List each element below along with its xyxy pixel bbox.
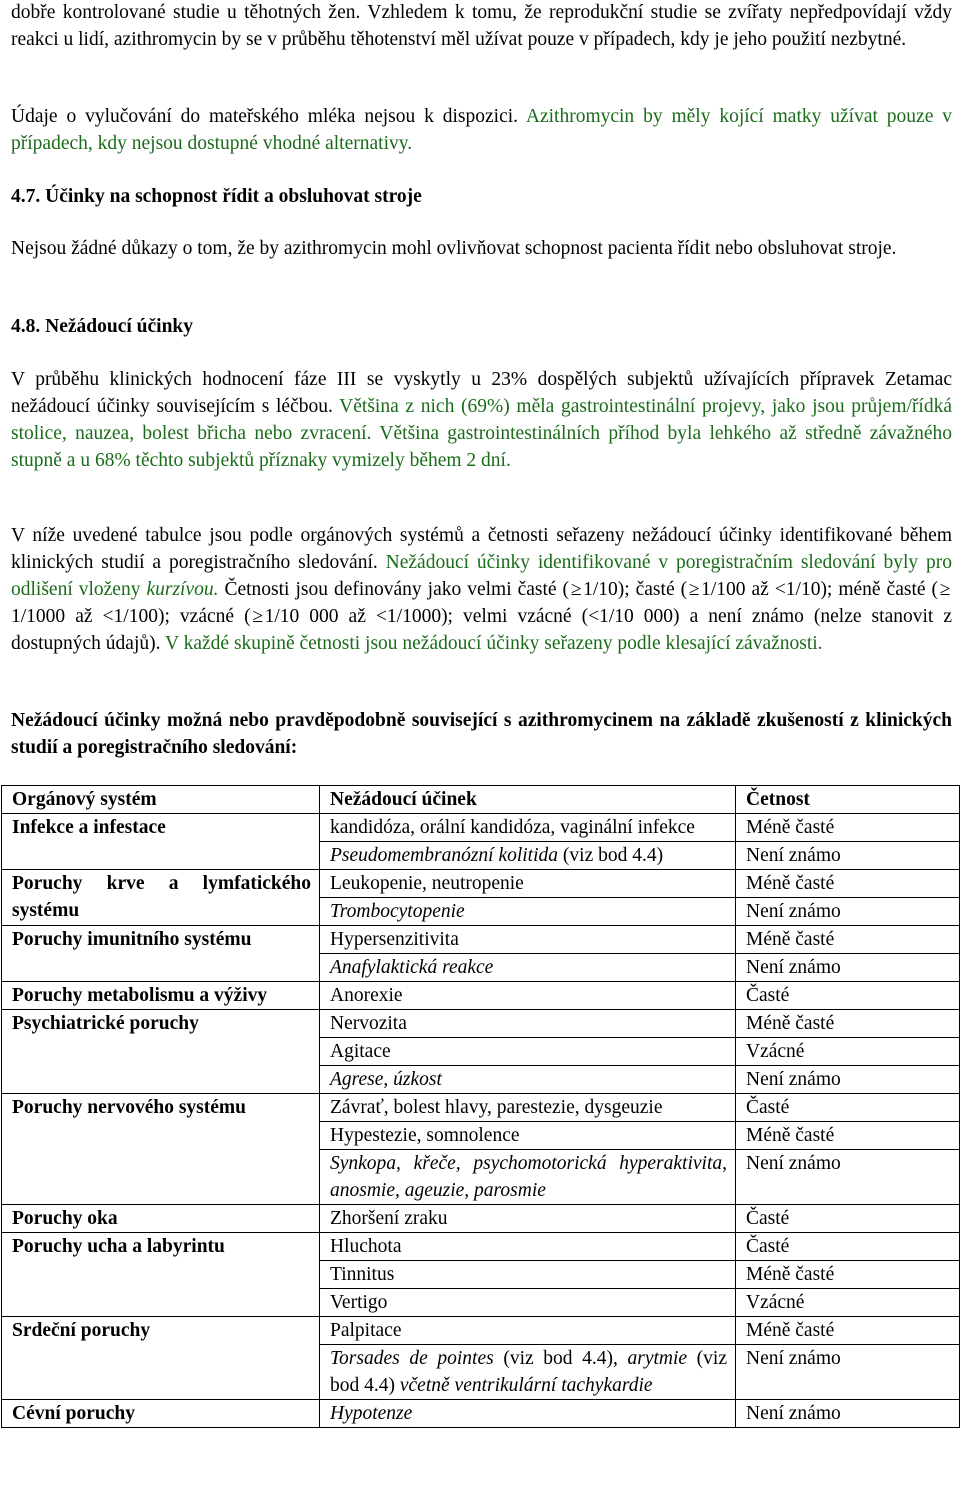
cell-adverse-effect	[320, 1122, 736, 1150]
lactation-sentence-2: Azithromycin by měly kojící matky užívat pouze v případech, kdy nejsou dostupné vhodné alternativy.	[11, 106, 952, 154]
cell-adverse-effect	[320, 954, 736, 982]
table-row	[2, 1233, 960, 1261]
section-heading-4-7: 4.7. Účinky na schopnost řídit a obsluhovat stroje	[11, 186, 422, 207]
effect-text: Hluchota	[330, 1236, 402, 1257]
cell-frequency: Časté	[736, 1233, 960, 1261]
cell-frequency: Méně časté	[736, 926, 960, 954]
adverse-summary-sentence-3: Většina gastrointestinálních příhod byla lehkého až středně závažného stupně a u 68% těchto subjektů příznaky vymizely během 2 dní.	[11, 423, 952, 471]
effect-text-part: arytmie	[627, 1348, 688, 1369]
effect-text: kandidóza, orální kandidóza, vaginální infekce	[330, 817, 695, 838]
cell-frequency: Vzácné	[736, 1038, 960, 1066]
frequency-def-b: 1/10); časté (	[583, 579, 688, 600]
cell-frequency: Časté	[736, 982, 960, 1010]
greater-equal-symbol	[569, 576, 583, 603]
cell-adverse-effect	[320, 870, 736, 898]
table-row	[2, 1400, 960, 1428]
greater-equal-symbol	[687, 576, 701, 603]
adverse-summary-sentence-1: V průběhu klinických hodnocení fáze III se vyskytly u 23% dospělých subjektů užívajících přípravek Zetamac nežádoucí účinky souvisejícím s léčbou.	[11, 369, 952, 417]
frequency-def-e: 1/10 000 až <1/1000); velmi vzácné (<1/10 000) a není známo (nelze stanovit z dostupných údajů).	[11, 606, 952, 654]
effect-text: Nervozita	[330, 1013, 407, 1034]
effect-text: Leukopenie, neutropenie	[330, 873, 524, 894]
paragraph-pregnancy: dobře kontrolované studie u těhotných žen. Vzhledem k tomu, že reprodukční studie se zvířaty nepředpovídají vždy reakci u lidí, azithromycin by se v průběhu těhotenství měl užívat pouze v případech, kdy je jeho použití nezbytné.	[11, 2, 952, 50]
cell-frequency: Méně časté	[736, 1317, 960, 1345]
table-row	[2, 982, 960, 1010]
effect-text: Zhoršení zraku	[330, 1208, 448, 1229]
effect-text-part: včetně ventrikulární tachykardie	[399, 1375, 653, 1396]
effect-text: Trombocytopenie	[330, 901, 465, 922]
table-row	[2, 1094, 960, 1122]
header-frequency: Četnost	[736, 786, 960, 814]
cell-adverse-effect	[320, 842, 736, 870]
paragraph-lactation	[11, 103, 952, 157]
cell-adverse-effect	[320, 1150, 736, 1205]
cell-frequency: Není známo	[736, 1345, 960, 1400]
frequency-def-c: 1/100 až <1/10); méně časté (	[701, 579, 938, 600]
effect-text: Torsades de pointes	[330, 1348, 494, 1369]
paragraph-adverse-summary	[11, 366, 952, 474]
cell-adverse-effect	[320, 1038, 736, 1066]
cell-organ-system: Poruchy krve a lymfatického systému	[2, 870, 320, 926]
cell-frequency: Méně časté	[736, 1010, 960, 1038]
cell-adverse-effect	[320, 1261, 736, 1289]
cell-adverse-effect	[320, 926, 736, 954]
cell-organ-system: Srdeční poruchy	[2, 1317, 320, 1400]
frequency-def-a: Četnosti jsou definovány jako velmi časté (	[224, 579, 570, 600]
effect-text: Hypotenze	[330, 1403, 413, 1424]
cell-frequency: Není známo	[736, 1066, 960, 1094]
cell-adverse-effect	[320, 982, 736, 1010]
greater-equal-symbol	[251, 603, 265, 630]
table-row	[2, 814, 960, 842]
cell-frequency: Méně časté	[736, 1261, 960, 1289]
effect-text-part: (viz bod 4.4)	[330, 1348, 727, 1396]
cell-organ-system: Infekce a infestace	[2, 814, 320, 870]
effect-text: Vertigo	[330, 1292, 388, 1313]
table-caption: Nežádoucí účinky možná nebo pravděpodobně související s azithromycinem na základě zkušeností z klinických studií a poregistračního sledování:	[11, 710, 952, 758]
cell-adverse-effect	[320, 1094, 736, 1122]
frequency-sentence-last: V každé skupině četnosti jsou nežádoucí účinky seřazeny podle klesající závažnosti.	[165, 633, 823, 654]
table-header-row	[2, 786, 960, 814]
adverse-effects-table	[1, 785, 960, 1428]
effect-text: Anafylaktická reakce	[330, 957, 494, 978]
cell-frequency: Časté	[736, 1094, 960, 1122]
cell-adverse-effect	[320, 1317, 736, 1345]
section-heading-4-8: 4.8. Nežádoucí účinky	[11, 316, 194, 337]
paragraph-frequency-definitions	[11, 522, 952, 657]
cell-organ-system: Poruchy ucha a labyrintu	[2, 1233, 320, 1317]
table-row	[2, 1010, 960, 1038]
table-row	[2, 1205, 960, 1233]
cell-frequency: Časté	[736, 1205, 960, 1233]
effect-text: Závrať, bolest hlavy, parestezie, dysgeuzie	[330, 1097, 663, 1118]
cell-adverse-effect	[320, 1010, 736, 1038]
effect-text: Tinnitus	[330, 1264, 395, 1285]
cell-adverse-effect	[320, 1345, 736, 1400]
cell-organ-system: Poruchy imunitního systému	[2, 926, 320, 982]
cell-adverse-effect	[320, 898, 736, 926]
effect-text: Palpitace	[330, 1320, 402, 1341]
cell-organ-system: Psychiatrické poruchy	[2, 1010, 320, 1094]
cell-adverse-effect	[320, 1205, 736, 1233]
cell-frequency: Není známo	[736, 842, 960, 870]
cell-frequency: Není známo	[736, 1150, 960, 1205]
frequency-def-d: 1/1000 až <1/100); vzácné (	[11, 606, 251, 627]
cell-adverse-effect	[320, 814, 736, 842]
cell-frequency: Není známo	[736, 954, 960, 982]
cell-frequency: Není známo	[736, 898, 960, 926]
lactation-sentence-1: Údaje o vylučování do mateřského mléka nejsou k dispozici.	[11, 106, 519, 127]
cell-frequency: Není známo	[736, 1400, 960, 1428]
table-row	[2, 926, 960, 954]
cell-frequency: Vzácné	[736, 1289, 960, 1317]
cell-organ-system: Poruchy nervového systému	[2, 1094, 320, 1205]
effect-text: Hypersenzitivita	[330, 929, 459, 950]
cell-adverse-effect	[320, 1400, 736, 1428]
effect-text: Synkopa, křeče, psychomotorická hyperaktivita, anosmie, ageuzie, parosmie	[330, 1153, 727, 1201]
table-row	[2, 870, 960, 898]
cell-adverse-effect	[320, 1066, 736, 1094]
effect-text: Anorexie	[330, 985, 403, 1006]
table-row	[2, 1317, 960, 1345]
effect-text: Agitace	[330, 1041, 391, 1062]
effect-text: Pseudomembranózní kolitida	[330, 845, 559, 866]
effect-text: Agrese, úzkost	[330, 1069, 442, 1090]
cell-adverse-effect	[320, 1233, 736, 1261]
frequency-sentence-1: V níže uvedené tabulce jsou podle orgánových systémů a četnosti seřazeny nežádoucí účinky identifikované během klinických studií a poregistračního sledování.	[11, 525, 952, 573]
cell-organ-system: Poruchy oka	[2, 1205, 320, 1233]
paragraph-driving: Nejsou žádné důkazy o tom, že by azithromycin mohl ovlivňovat schopnost pacienta řídit nebo obsluhovat stroje.	[11, 238, 897, 259]
greater-equal-symbol	[938, 576, 952, 603]
cell-frequency: Méně časté	[736, 814, 960, 842]
effect-text-part: (viz bod 4.4)	[558, 845, 664, 866]
adverse-summary-sentence-2: Většina z nich (69%) měla gastrointestinální projevy, jako jsou průjem/řídká stolice, nauzea, bolest břicha nebo zvracení.	[11, 396, 952, 444]
header-organ-system: Orgánový systém	[2, 786, 320, 814]
frequency-italic-word: kurzívou.	[146, 579, 219, 600]
effect-text: Hypestezie, somnolence	[330, 1125, 520, 1146]
effect-text-part: (viz bod 4.4),	[493, 1348, 628, 1369]
cell-frequency: Méně časté	[736, 870, 960, 898]
header-adverse-effect: Nežádoucí účinek	[320, 786, 736, 814]
cell-adverse-effect	[320, 1289, 736, 1317]
cell-organ-system: Poruchy metabolismu a výživy	[2, 982, 320, 1010]
cell-frequency: Méně časté	[736, 1122, 960, 1150]
frequency-sentence-2: Nežádoucí účinky identifikované v poregistračním sledování byly pro odlišení vloženy	[11, 552, 953, 600]
cell-organ-system: Cévní poruchy	[2, 1400, 320, 1428]
